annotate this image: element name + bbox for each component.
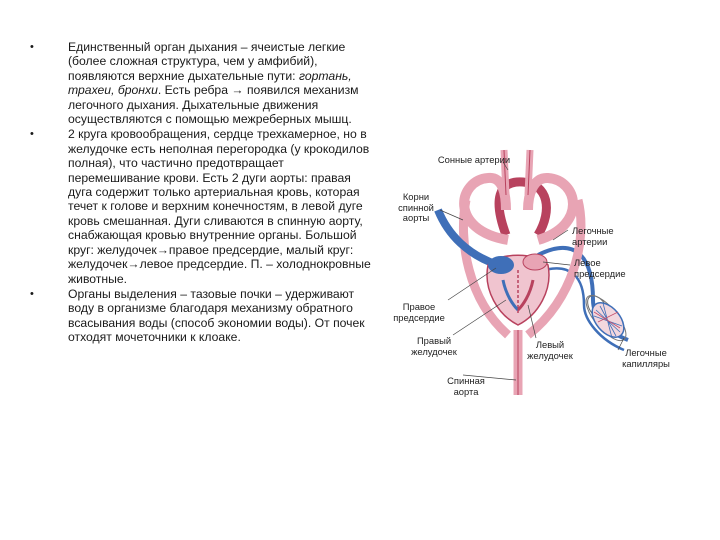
bullet-text-2: 2 круга кровообращения, сердце трехкамерное, но в желудочке есть неполная перегородка (у крокодилов полная), что частично предотвращает перемешивание крови. Есть 2 дуги аорты: правая дуга содержит только артериальная кровь, которая течет к голове и верхним конечностям, в левой дуге кровь смешанная. Дуги сливаются в спинную аорту, снабжающая кровью внутренние органы. Большой круг: желудочек→правое предсердие, малый круг: желудочек→левое предсердие. П. – холоднокровные животные.: [68, 127, 371, 286]
bullet-dot: •: [30, 128, 34, 141]
label-left-ventricle: Левый желудочек: [527, 339, 573, 361]
right-atrium-shape: [488, 256, 514, 274]
label-carotid-arteries: Сонные артерии: [437, 154, 511, 165]
heart-diagram-illustration: [388, 140, 688, 410]
circulatory-diagram: [388, 140, 688, 410]
label-lung-capillaries: Легочные капилляры: [622, 347, 670, 369]
bullet-list: [30, 40, 375, 346]
bullet-item: [30, 40, 375, 126]
bullet-dot: •: [30, 287, 34, 300]
bullet-text-1b: гортань, трахеи, бронхи: [68, 68, 352, 98]
label-dorsal-aorta: Спинная аорта: [447, 375, 485, 397]
label-aorta-roots: Корни спинной аорты: [398, 191, 434, 223]
bullet-item: [30, 287, 375, 345]
label-pulmonary-arteries: Легочные артерии: [572, 225, 614, 247]
label-right-ventricle: Правый желудочек: [411, 335, 457, 357]
label-right-atrium: Правое предсердие: [393, 301, 445, 323]
bullet-item: [30, 127, 375, 285]
bullet-dot: •: [30, 41, 34, 53]
bullet-text-3: Органы выделения – тазовые почки – удерживают воду в организме благодаря механизму обратного всасывания воды (способ экономии воды). От почек отходят мочеточники к клоаке.: [68, 286, 365, 345]
bullet-text-1c: . Есть ребра → появился механизм легочного дыхания. Дыхательные движения осуществляются с помощью межреберных мышц.: [68, 83, 359, 127]
label-left-atrium: Левое предсердие: [574, 257, 626, 279]
bullet-text-1a: Единственный орган дыхания – ячеистые легкие (более сложная структура, чем у амфибий), появляются верхние дыхательные пути:: [68, 40, 346, 83]
